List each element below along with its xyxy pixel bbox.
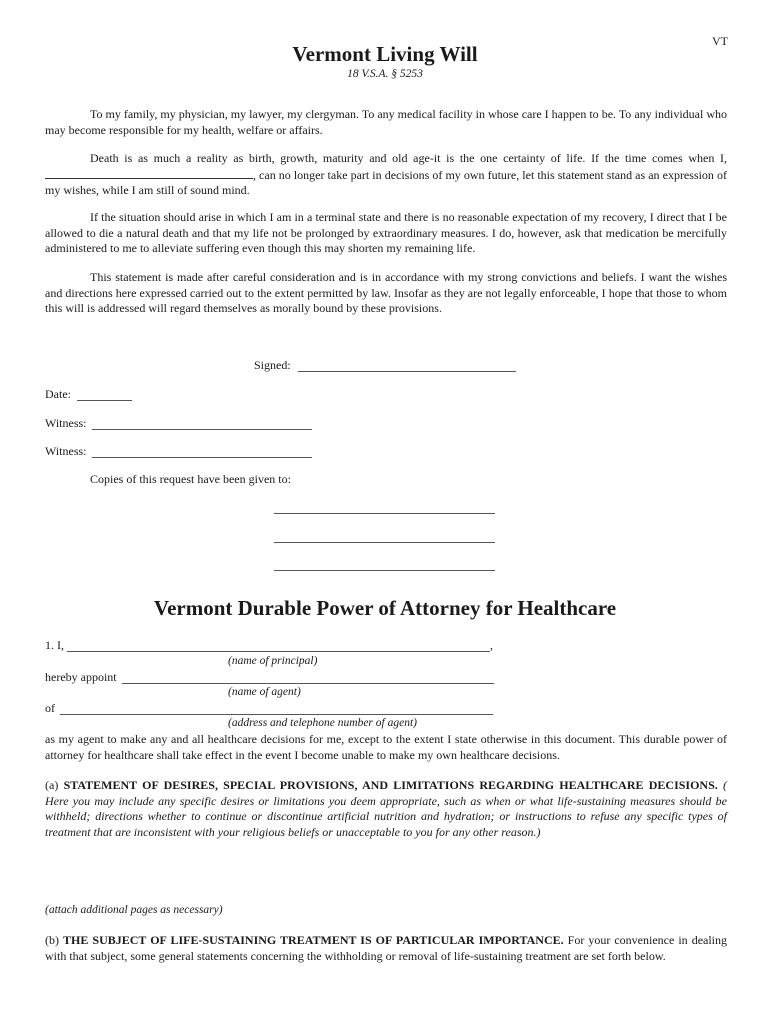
of-label: of [45,701,55,715]
agent-address-field[interactable] [60,714,493,715]
item-1-suffix: , [490,638,493,652]
poa-title: Vermont Durable Power of Attorney for Healthcare [153,596,617,620]
document-title: Vermont Living Will [292,42,478,66]
copies-label: Copies of this request have been given to: [90,472,291,486]
address-caption: (address and telephone number of agent) [228,717,417,729]
date-label: Date: [45,387,71,401]
section-b-text: For your convenience in dealing with that subject, some general statements concerning the withholding or removal of life-sustaining treatment are set forth below. [45,933,728,963]
agent-caption: (name of agent) [228,686,301,698]
signed-label: Signed: [254,358,291,372]
section-a-heading: STATEMENT OF DESIRES, SPECIAL PROVISIONS, AND LIMITATIONS REGARDING HEALTHCARE DECISIONS. [63,778,718,792]
paragraph-text: This statement is made after careful consideration and is in accordance with my strong convictions and beliefs. I want the wishes and directions here expressed carried out to the extent permitted by law. Insofar as they are not legally enforceable, I hope that those to whom this will is addressed will regard themselves as morally bound by these provisions. [45,270,727,315]
living-will-paragraph-1 [45,107,727,138]
agent-name-field[interactable] [122,683,494,684]
living-will-paragraph-3 [45,210,727,257]
agent-authority-paragraph: as my agent to make any and all healthcare decisions for me, except to the extent I state otherwise in this document. This durable power of attorney for healthcare shall take effect in the event I become unable to make my own healthcare decisions. [45,732,727,762]
item-1-prefix: 1. I, [45,638,64,652]
declarant-name-field[interactable] [45,167,253,179]
witness-1-label: Witness: [45,416,87,430]
section-a [45,778,727,840]
principal-caption: (name of principal) [228,655,318,667]
paragraph-text: , can no longer take part in decisions of my own future, let this statement stand as an expression of my wishes, while I am still of sound mind. [45,167,727,197]
statute-citation: 18 V.S.A. § 5253 [347,68,423,80]
living-will-paragraph-2 [45,151,727,199]
signature-field[interactable] [298,371,516,372]
section-a-prefix: (a) [45,778,59,792]
copy-recipient-3-field[interactable] [274,570,495,571]
section-a-instructions: ( Here you may include any specific desires or limitations you deem appropriate, such as when or what life-sustaining measures should be withheld; directions whether to continue or discontinue artificial nutrition and hydration; or instructions to refuse any specific types of treatment that are inconsistent with your religious beliefs or unacceptable to you for any other reason.) [45,778,728,839]
living-will-paragraph-4 [45,270,727,317]
state-code: VT [712,34,728,48]
paragraph-text: To my family, my physician, my lawyer, my clergyman. To any medical facility in whose care I happen to be. To any individual who may become responsible for my health, welfare or affairs. [45,107,727,137]
copy-recipient-1-field[interactable] [274,513,495,514]
principal-name-field[interactable] [67,651,490,652]
witness-1-field[interactable] [92,429,312,430]
section-b-prefix: (b) [45,933,59,947]
section-b [45,933,727,964]
date-field[interactable] [77,400,132,401]
paragraph-text: If the situation should arise in which I am in a terminal state and there is no reasonable expectation of my recovery, I direct that I be allowed to die a natural death and that my life not be prolonged by extraordinary measures. I do, however, ask that medication be mercifully administered to me to alleviate suffering even though this may shorten my remaining life. [45,210,727,255]
copy-recipient-2-field[interactable] [274,542,495,543]
attach-note: (attach additional pages as necessary) [45,904,223,916]
section-b-heading: THE SUBJECT OF LIFE-SUSTAINING TREATMENT IS OF PARTICULAR IMPORTANCE. [63,933,564,947]
appoint-label: hereby appoint [45,670,117,684]
paragraph-text: Death is as much a reality as birth, growth, maturity and old age-it is the one certainty of life. If the time comes when I, [90,151,727,165]
witness-2-field[interactable] [92,457,312,458]
witness-2-label: Witness: [45,444,87,458]
